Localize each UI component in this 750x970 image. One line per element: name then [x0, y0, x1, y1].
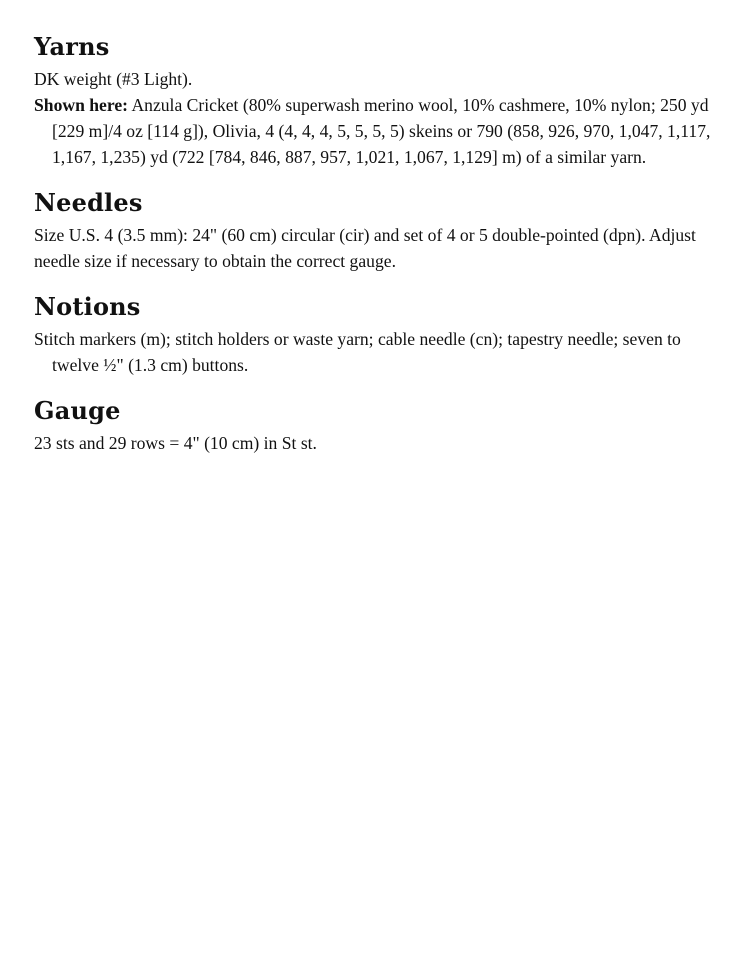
gauge-heading: Gauge: [34, 396, 121, 425]
yarn-weight-text: DK weight (#3 Light).: [34, 69, 193, 89]
notions-text: Stitch markers (m); stitch holders or waste yarn; cable needle (cn); tapestry needle; seven to twelve ½" (1.3 cm) buttons.: [34, 329, 681, 375]
needles-section: [34, 186, 724, 274]
needles-text: Size U.S. 4 (3.5 mm): 24" (60 cm) circular (cir) and set of 4 or 5 double-pointed (dpn). Adjust needle size if necessary to obtain the correct gauge.: [34, 225, 696, 271]
notions-section: [34, 290, 724, 378]
yarns-heading: Yarns: [34, 32, 110, 61]
shown-here-text: Anzula Cricket (80% superwash merino wool, 10% cashmere, 10% nylon; 250 yd [229 m]/4 oz [114 g]), Olivia, 4 (4, 4, 4, 5, 5, 5, 5) skeins or 790 (858, 926, 970, 1,047, 1,117, 1,167, 1,235) yd (722 [784, 846, 887, 957, 1,021, 1,067, 1,129] m) of a similar yarn.: [52, 95, 711, 167]
needles-heading: Needles: [34, 188, 143, 217]
gauge-section: [34, 394, 724, 456]
shown-here-label: Shown here:: [34, 95, 129, 115]
gauge-text: 23 sts and 29 rows = 4" (10 cm) in St st.: [34, 433, 317, 453]
notions-heading: Notions: [34, 292, 141, 321]
yarn-shown-here: [34, 92, 724, 170]
materials-page: [34, 30, 724, 472]
yarns-section: [34, 30, 724, 170]
